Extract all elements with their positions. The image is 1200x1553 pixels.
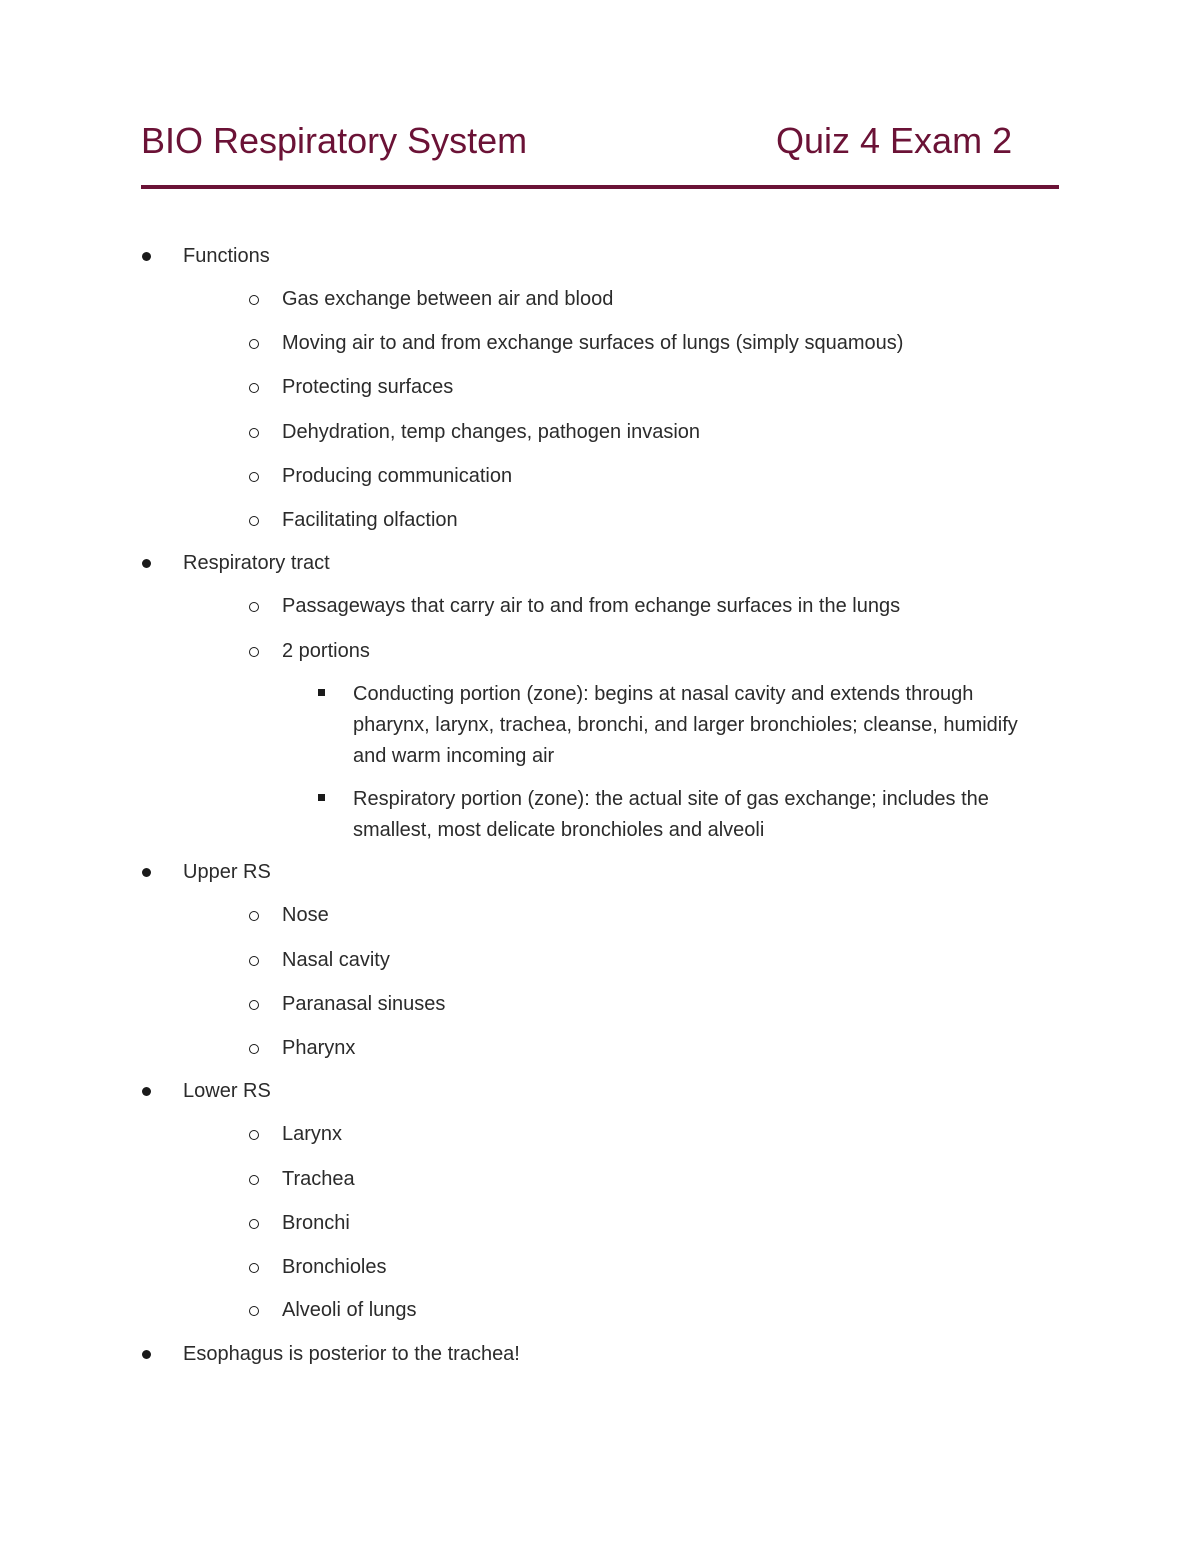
bullet-square-icon [318, 794, 325, 801]
section-heading-esophagus-note: Esophagus is posterior to the trachea! [183, 1343, 520, 1365]
title-divider [141, 185, 1059, 189]
list-item: Bronchi [282, 1212, 350, 1234]
bullet-circle-icon [249, 1044, 259, 1054]
list-item: Alveoli of lungs [282, 1299, 417, 1321]
bullet-circle-icon [249, 428, 259, 438]
bullet-square-icon [318, 689, 325, 696]
list-item: Larynx [282, 1123, 343, 1145]
list-item: Facilitating olfaction [282, 509, 458, 531]
bullet-circle-icon [249, 1263, 259, 1273]
list-item: Dehydration, temp changes, pathogen invasion [282, 421, 701, 443]
list-item: 2 portions [282, 640, 370, 662]
bullet-circle-icon [249, 911, 259, 921]
bullet-disc-icon [142, 252, 151, 261]
bullet-circle-icon [249, 383, 259, 393]
section-heading-functions: Functions [183, 245, 270, 267]
bullet-circle-icon [249, 339, 259, 349]
bullet-circle-icon [249, 1306, 259, 1316]
bullet-disc-icon [142, 1350, 151, 1359]
section-heading-respiratory-tract: Respiratory tract [183, 552, 330, 574]
bullet-circle-icon [249, 1219, 259, 1229]
bullet-disc-icon [142, 868, 151, 877]
bullet-circle-icon [249, 956, 259, 966]
bullet-circle-icon [249, 647, 259, 657]
bullet-circle-icon [249, 516, 259, 526]
list-subitem: Conducting portion (zone): begins at nasal cavity and extends through pharynx, larynx, trachea, bronchi, and larger bronchioles; cleanse, humidify and warm incoming air [353, 683, 1018, 767]
section-heading-upper-rs: Upper RS [183, 861, 271, 883]
bullet-circle-icon [249, 1130, 259, 1140]
document-title: BIO Respiratory System [141, 120, 528, 161]
bullet-circle-icon [249, 295, 259, 305]
list-item: Bronchioles [282, 1256, 387, 1278]
list-item: Gas exchange between air and blood [282, 288, 614, 310]
list-item: Producing communication [282, 465, 513, 487]
list-item: Nose [282, 904, 329, 926]
document-subtitle: Quiz 4 Exam 2 [776, 120, 1013, 161]
section-heading-lower-rs: Lower RS [183, 1080, 271, 1102]
list-item: Trachea [282, 1168, 355, 1190]
list-item: Paranasal sinuses [282, 993, 446, 1015]
list-item: Nasal cavity [282, 949, 390, 971]
list-subitem: Respiratory portion (zone): the actual site of gas exchange; includes the smallest, most delicate bronchioles and alveoli [353, 788, 989, 841]
bullet-circle-icon [249, 602, 259, 612]
list-item: Protecting surfaces [282, 376, 454, 398]
list-item: Pharynx [282, 1037, 356, 1059]
bullet-circle-icon [249, 472, 259, 482]
bullet-disc-icon [142, 1087, 151, 1096]
bullet-circle-icon [249, 1175, 259, 1185]
list-item: Moving air to and from exchange surfaces of lungs (simply squamous) [282, 332, 904, 354]
list-item: Passageways that carry air to and from echange surfaces in the lungs [282, 595, 901, 617]
bullet-circle-icon [249, 1000, 259, 1010]
bullet-disc-icon [142, 559, 151, 568]
